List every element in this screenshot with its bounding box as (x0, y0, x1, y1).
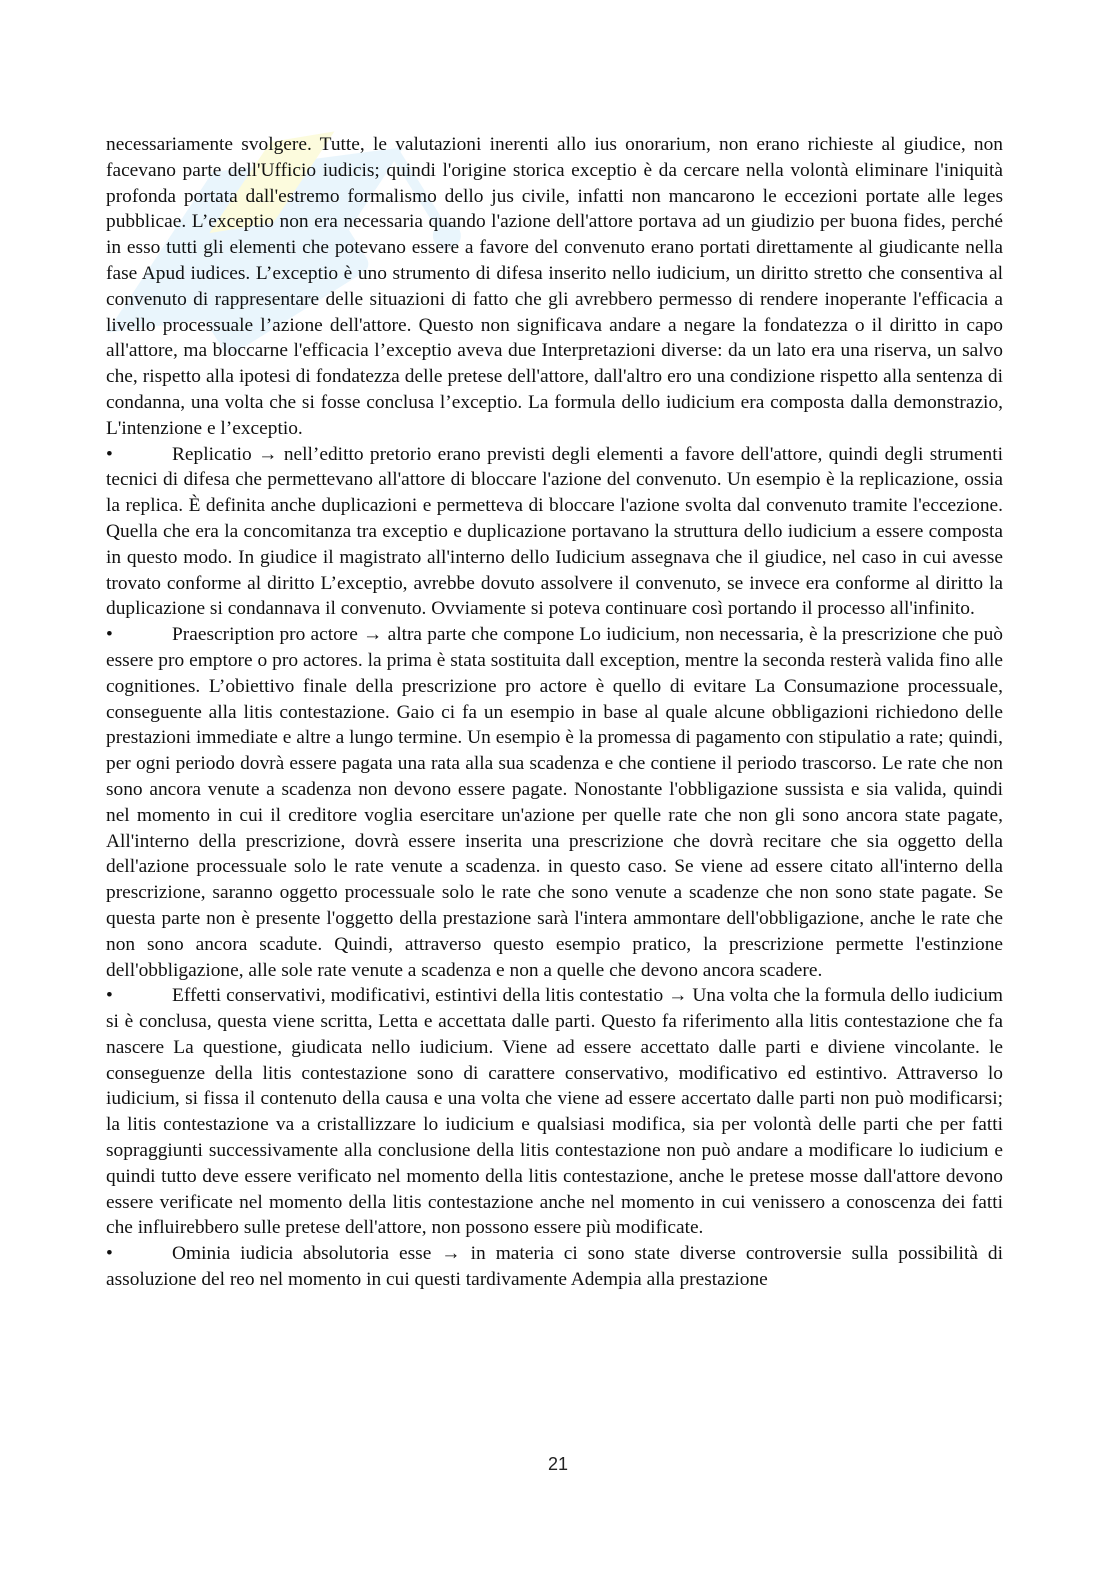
item-term: Praescription pro actore (172, 624, 358, 646)
bullet: • (106, 1243, 113, 1265)
list-item (106, 622, 1003, 983)
intro-paragraph: necessariamente svolgere. Tutte, le valutazioni inerenti allo ius onorarium, non erano richieste al giudice, non facevano parte dell'Ufficio iudicis; quindi l'origine storica exceptio è da cercare nella volontà eliminare l'iniquità profonda portata dall'estremo formalismo dello jus civile, infatti non mancarono le eccezioni portate alle leges pubblicae. L’exceptio non era necessaria quando l'azione dell'attore portava ad un giudizio per buona fides, perché in esso tutti gli elementi che potevano essere a favore del convenuto erano portati direttamente al giudicante nella fase Apud iudices. L’exceptio è uno strumento di difesa inserito nello iudicium, un diritto stretto che consentiva al convenuto di rappresentare delle situazioni di fatto che gli avrebbero permesso di rendere inoperante l'efficacia a livello processuale l’azione dell'attore. Questo non significava andare a negare la fondatezza o il diritto in capo all'attore, ma bloccarne l'efficacia l’exceptio aveva due Interpretazioni diverse: da un lato era una riserva, un salvo che, rispetto alla ipotesi di fondatezza delle pretese dell'attore, dall'altro ero una condizione rispetto alla sentenza di condanna, una volta che si fosse conclusa l’exceptio. La formula dello iudicium era composta dalla demonstrazio, L'intenzione e l’exceptio. (106, 134, 1003, 439)
body-text (106, 132, 1003, 1293)
item-body: in materia ci sono state diverse controversie sulla possibilità di assoluzione del reo nel momento in cui questi tardivamente Adempia alla prestazione (106, 1243, 1003, 1291)
list-item (106, 983, 1003, 1241)
item-body: Una volta che la formula dello iudicium si è conclusa, questa viene scritta, Letta e accettata dalle parti. Questo fa riferimento alla litis contestazione che fa nascere La questione, giudicata nello iudicium. Viene ad essere accettato dalle parti e diviene vincolante. le conseguenze della litis contestazione sono di carattere conservativo, modificativo ed estintivo. Attraverso lo iudicium, si fissa il contenuto della causa e una volta che viene ad essere accertato dalle parti non può modificarsi; la litis contestazione va a cristallizzare lo iudicium e qualsiasi modifica, sia per volontà delle parti che per fatti sopraggiunti successivamente alla conclusione della litis contestazione non può andare a modificare lo iudicium e quindi tutto deve essere verificato nel momento della litis contestazione, anche le pretese mosse dall'attore devono essere verificate nel momento della litis contestazione anche nel momento in cui venissero a conoscenza dei fatti che influirebbero sulle pretese dell'attore, non possono essere più modificate. (106, 985, 1003, 1239)
item-term: Effetti conservativi, modificativi, estintivi della litis contestatio (172, 985, 664, 1007)
right-arrow-icon: → (363, 624, 383, 646)
bullet: • (106, 985, 113, 1007)
item-term: Replicatio (172, 443, 252, 465)
list-item (106, 1241, 1003, 1293)
bullet: • (106, 443, 113, 465)
list-item (106, 442, 1003, 623)
right-arrow-icon: → (668, 985, 688, 1007)
right-arrow-icon: → (441, 1243, 461, 1265)
item-body: nell’editto pretorio erano previsti degli elementi a favore dell'attore, quindi degli strumenti tecnici di difesa che permettevano all'attore di bloccare l'azione del convenuto. Un esempio è la replicazione, ossia la replica. È definita anche duplicazioni e permetteva di bloccare l'azione svolta dal convenuto tramite l'eccezione. Quella che era la concomitanza tra exceptio e duplicazione portavano la struttura dello iudicium a essere composta in questo modo. In giudice il magistrato all'interno dello Iudicium assegnava che il giudice, nel caso in cui avesse trovato conforme al diritto L’exceptio, avrebbe dovuto assolvere il convenuto, se invece era conforme al diritto la duplicazione si condannava il convenuto. Ovviamente si poteva continuare così portando il processo all'infinito. (106, 443, 1003, 620)
item-term: Ominia iudicia absolutoria esse (172, 1243, 432, 1265)
page-number: 21 (547, 1454, 569, 1474)
right-arrow-icon: → (258, 443, 278, 465)
bullet: • (106, 624, 113, 646)
item-body: altra parte che compone Lo iudicium, non necessaria, è la prescrizione che può essere pro emptore o pro actores. la prima è stata sostituita dall exception, mentre la seconda resterà valida fino alle cognitiones. L’obiettivo finale della prescrizione pro actore è quello di evitare La Consumazione processuale, conseguente alla litis contestazione. Gaio ci fa un esempio in base al quale alcune obbligazioni richiedono delle prestazioni immediate e altre a lungo termine. Un esempio è la promessa di pagamento con stipulatio a rate; quindi, per ogni periodo dovrà essere pagata una rata alla sua scadenza e che contiene il periodo trascorso. Le rate che non sono ancora venute a scadenza non devono essere pagate. Nonostante l'obbligazione sussista e sia valida, quindi nel momento in cui il creditore voglia esercitare un'azione per quelle rate che non gli sono ancora state pagate, All'interno della prescrizione, dovrà essere inserita una prescrizione che dovrà recitare che sia oggetto della dell'azione processuale solo le rate venute a scadenza. in questo caso. Se viene ad essere citato all'interno della prescrizione, saranno oggetto processuale solo le rate che sono venute a scadenze che non sono state pagate. Se questa parte non è presente l'oggetto della prestazione sarà l'intera ammontare dell'obbligazione, anche le rate che non sono ancora scadute. Quindi, attraverso questo esempio pratico, la prescrizione permette l'estinzione dell'obbligazione, alle sole rate venute a scadenza e non a quelle che devono ancora scadere. (106, 624, 1003, 981)
